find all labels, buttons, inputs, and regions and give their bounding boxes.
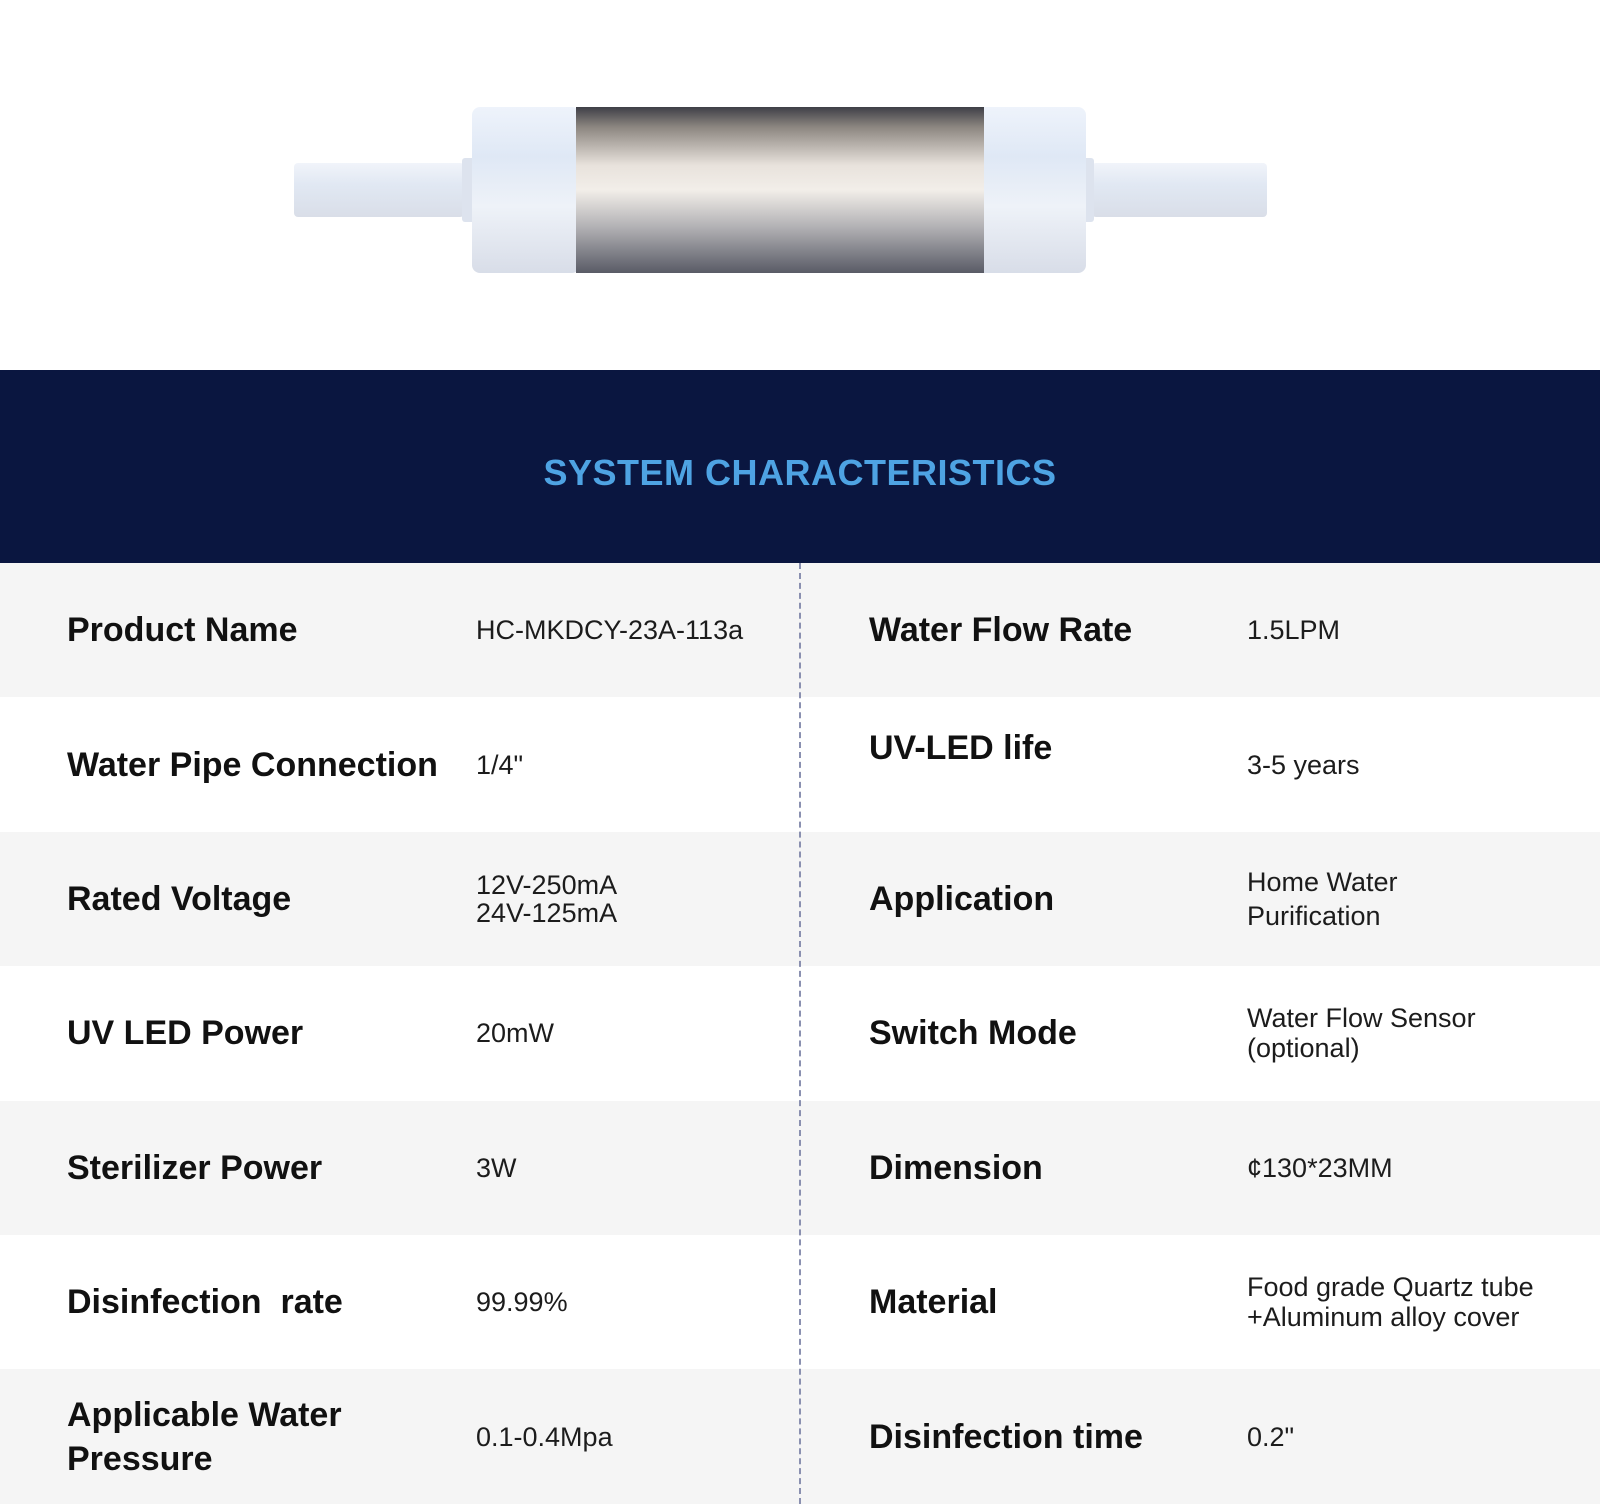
spec-value: 20mW xyxy=(476,1018,555,1049)
spec-cell xyxy=(0,1235,800,1369)
spec-value: Home Water Purification xyxy=(1247,866,1398,931)
spec-label: Disinfection rate xyxy=(67,1283,343,1322)
uv-led-sterilizer-tube-image xyxy=(0,0,1600,370)
spec-cell xyxy=(800,832,1600,966)
spec-label: UV-LED life xyxy=(869,729,1053,768)
spec-cell xyxy=(800,697,1600,831)
spec-cell xyxy=(800,966,1600,1100)
spec-value: Food grade Quartz tube +Aluminum alloy cover xyxy=(1247,1272,1534,1333)
spec-value: 1.5LPM xyxy=(1247,615,1341,646)
product-image-area xyxy=(0,0,1600,370)
spec-value: 0.1-0.4Mpa xyxy=(476,1421,613,1452)
spec-cell xyxy=(0,966,800,1100)
spec-value: 99.99% xyxy=(476,1287,568,1318)
spec-value: 3W xyxy=(476,1152,517,1183)
spec-cell xyxy=(800,563,1600,697)
spec-cell xyxy=(800,1101,1600,1235)
column-divider xyxy=(799,563,801,1504)
spec-label: Water Flow Rate xyxy=(869,611,1133,650)
spec-cell xyxy=(0,1101,800,1235)
spec-cell xyxy=(800,1369,1600,1503)
spec-label: Dimension xyxy=(869,1148,1043,1187)
spec-label: Applicable Water Pressure xyxy=(67,1395,342,1478)
spec-label: Sterilizer Power xyxy=(67,1148,323,1187)
section-title: SYSTEM CHARACTERISTICS xyxy=(543,451,1057,493)
spec-label: Application xyxy=(869,879,1055,918)
spec-label: Disinfection time xyxy=(869,1417,1143,1456)
spec-label: Rated Voltage xyxy=(67,879,292,918)
spec-cell xyxy=(0,563,800,697)
spec-label: Switch Mode xyxy=(869,1014,1077,1053)
spec-cell xyxy=(800,1235,1600,1369)
spec-cell xyxy=(0,697,800,831)
spec-value: 0.2" xyxy=(1247,1421,1295,1452)
section-header xyxy=(0,370,1600,563)
spec-label: Product Name xyxy=(67,611,298,650)
spec-value: ¢130*23MM xyxy=(1247,1152,1393,1183)
spec-label: Water Pipe Connection xyxy=(67,745,438,784)
spec-value: HC-MKDCY-23A-113a xyxy=(476,615,744,646)
spec-value: 3-5 years xyxy=(1247,749,1360,780)
spec-value: Water Flow Sensor (optional) xyxy=(1247,1003,1476,1064)
spec-label: Material xyxy=(869,1283,998,1322)
spec-cell xyxy=(0,1369,800,1503)
spec-value: 12V-250mA 24V-125mA xyxy=(476,869,618,928)
spec-cell xyxy=(0,832,800,966)
spec-label: UV LED Power xyxy=(67,1014,304,1053)
spec-value: 1/4" xyxy=(476,749,524,780)
